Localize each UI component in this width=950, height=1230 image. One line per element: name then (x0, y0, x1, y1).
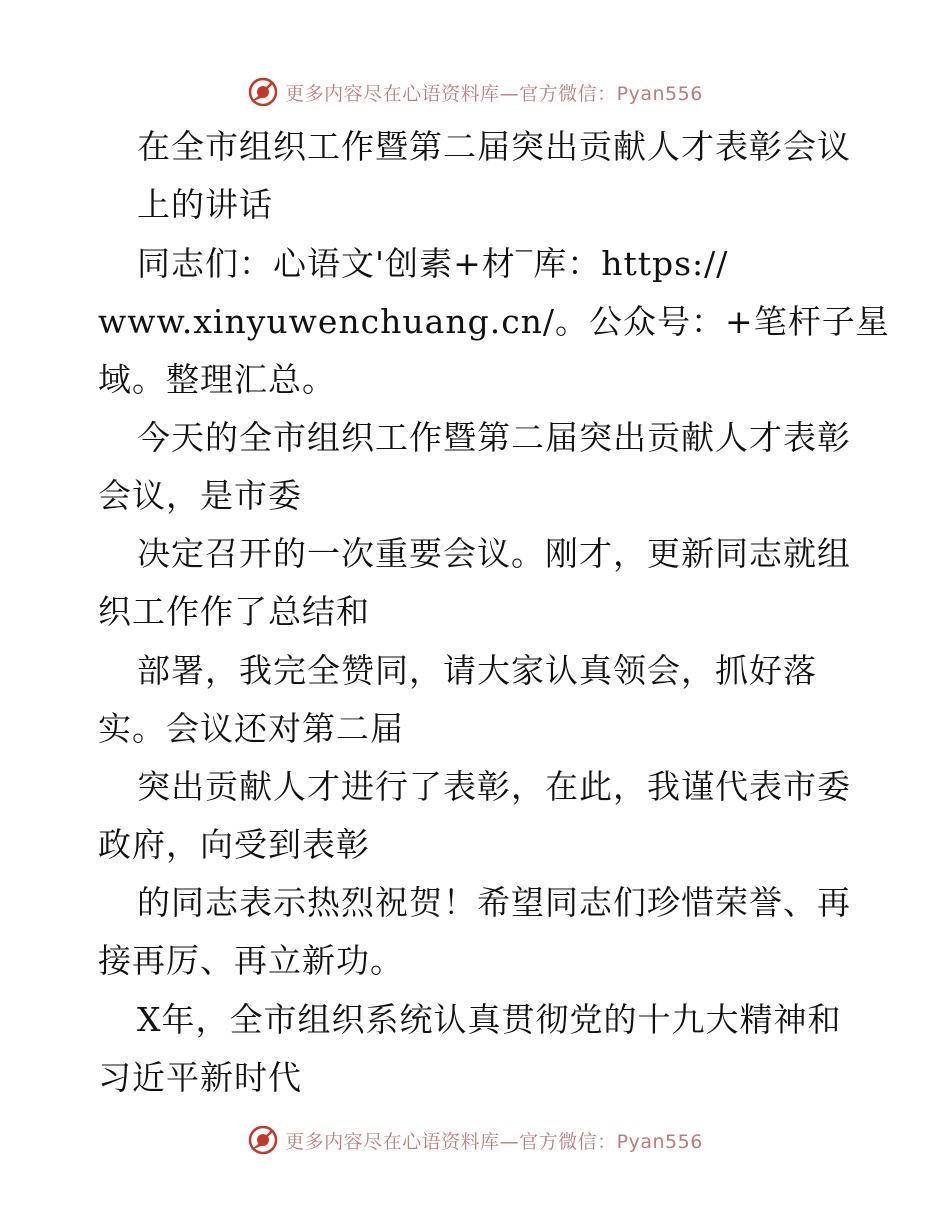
text-line: X年，全市组织系统认真贯彻党的十九大精神和 (137, 1000, 842, 1039)
title-line-2: 上的讲话 (137, 185, 273, 224)
title-line-1: 在全市组织工作暨第二届突出贡献人才表彰会议 (137, 127, 851, 166)
text-line: 突出贡献人才进行了表彰，在此，我谨代表市委 (137, 767, 851, 806)
text-line: 接再厉、再立新功。 (98, 941, 404, 980)
pen-logo-icon (247, 1124, 279, 1156)
promo-text: 更多内容尽在心语资料库—官方微信：Pyan556 (285, 82, 703, 105)
text-line: www.xinyuwenchuang.cn/。公众号：+笔杆子星 (98, 302, 890, 341)
promo-text: 更多内容尽在心语资料库—官方微信：Pyan556 (285, 1130, 703, 1153)
text-line: 实。会议还对第二届 (98, 709, 404, 748)
text-line: 今天的全市组织工作暨第二届突出贡献人才表彰 (137, 418, 851, 457)
text-line: 域。整理汇总。 (98, 360, 336, 399)
text-line: 会议，是市委 (98, 476, 302, 515)
text-line: 决定召开的一次重要会议。刚才，更新同志就组 (137, 534, 851, 573)
text-line: 的同志表示热烈祝贺！希望同志们珍惜荣誉、再 (137, 883, 851, 922)
text-line: 习近平新时代 (98, 1058, 302, 1097)
pen-logo-icon (247, 76, 279, 108)
text-line: 同志们：心语文'创素+材‾库：https:// (137, 244, 729, 283)
text-line: 政府，向受到表彰 (98, 825, 370, 864)
header-banner (0, 72, 950, 112)
text-line: 织工作作了总结和 (98, 592, 370, 631)
footer-banner (0, 1120, 950, 1160)
text-line: 部署，我完全赞同，请大家认真领会，抓好落 (137, 651, 817, 690)
